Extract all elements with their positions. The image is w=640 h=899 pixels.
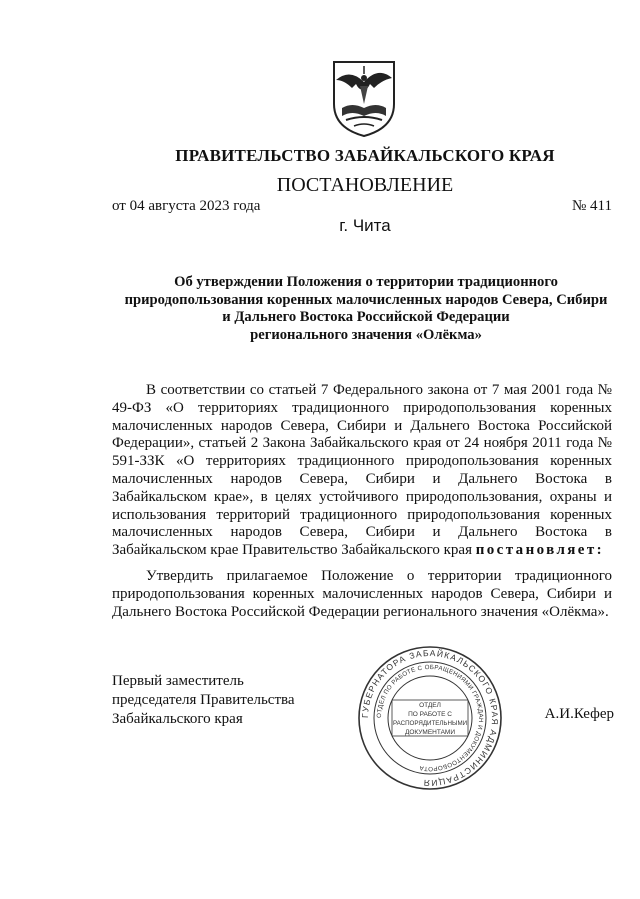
body-paragraph-resolution: Утвердить прилагаемое Положение о территории традиционного природопользования коренных малочисленных народов Севера, Сибири и Дальнего Востока Российской Федерации регионального значения «Олёкма». <box>112 568 612 620</box>
document-date: от 04 августа 2023 года <box>112 198 261 214</box>
document-type: ПОСТАНОВЛЕНИЕ <box>276 174 454 196</box>
subject-line: и Дальнего Востока Российской Федерации <box>222 309 510 325</box>
subject-line: Об утверждении Положения о территории традиционного <box>174 274 558 290</box>
resolves-word: постановляет: <box>475 542 604 559</box>
signer-position-line: Забайкальского края <box>112 711 243 727</box>
stamp-outer-text: ГУБЕРНАТОРА ЗАБАЙКАЛЬСКОГО КРАЯ АДМИНИСТРАЦИЯ <box>359 647 501 789</box>
stamp-center-line: РАСПОРЯДИТЕЛЬНЫМИ <box>392 720 468 727</box>
subject-line: природопользования коренных малочисленных народов Севера, Сибири <box>124 291 608 308</box>
body-paragraph-preamble <box>112 382 612 560</box>
signer-position-line: председателя Правительства <box>112 692 295 708</box>
stamp-inner-text: ОТДЕЛ ПО РАБОТЕ С ОБРАЩЕНИЯМИ ГРАЖДАН И ДОКУМЕНТООБОРОТА <box>375 663 485 773</box>
signer-position-line: Первый заместитель <box>112 673 244 689</box>
signer-position <box>112 672 295 729</box>
government-name: ПРАВИТЕЛЬСТВО ЗАБАЙКАЛЬСКОГО КРАЯ <box>175 146 555 165</box>
official-stamp <box>356 644 504 792</box>
subject-line: регионального значения «Олёкма» <box>250 326 482 343</box>
document-city: г. Чита <box>339 216 391 235</box>
stamp-center-line: ПО РАБОТЕ С <box>408 711 452 718</box>
coat-of-arms-emblem <box>330 58 398 138</box>
document-subject <box>110 274 622 344</box>
stamp-center-line: ОТДЕЛ <box>419 702 441 709</box>
document-number: № 411 <box>571 198 612 214</box>
signer-name: А.И.Кефер <box>544 706 614 722</box>
preamble-text: В соответствии со статьей 7 Федерального закона от 7 мая 2001 года № 49-ФЗ «О территориях традиционного природопользования коренных малочисленных народов Севера, Сибири и Дальнего Востока Российской Федерации», статьей 2 Закона Забайкальского края от 24 ноября 2011 года № 591-ЗЗК «О территориях традиционного природопользования коренных малочисленных народов Севера, Сибири и Дальнего Востока в Забайкальском крае», в целях устойчивого природопользования, охраны и использования территорий традиционного природопользования коренных малочисленных народов Севера, Сибири и Дальнего Востока в Забайкальском крае Правительство Забайкальского края <box>112 382 612 559</box>
stamp-center-line: ДОКУМЕНТАМИ <box>404 729 456 736</box>
